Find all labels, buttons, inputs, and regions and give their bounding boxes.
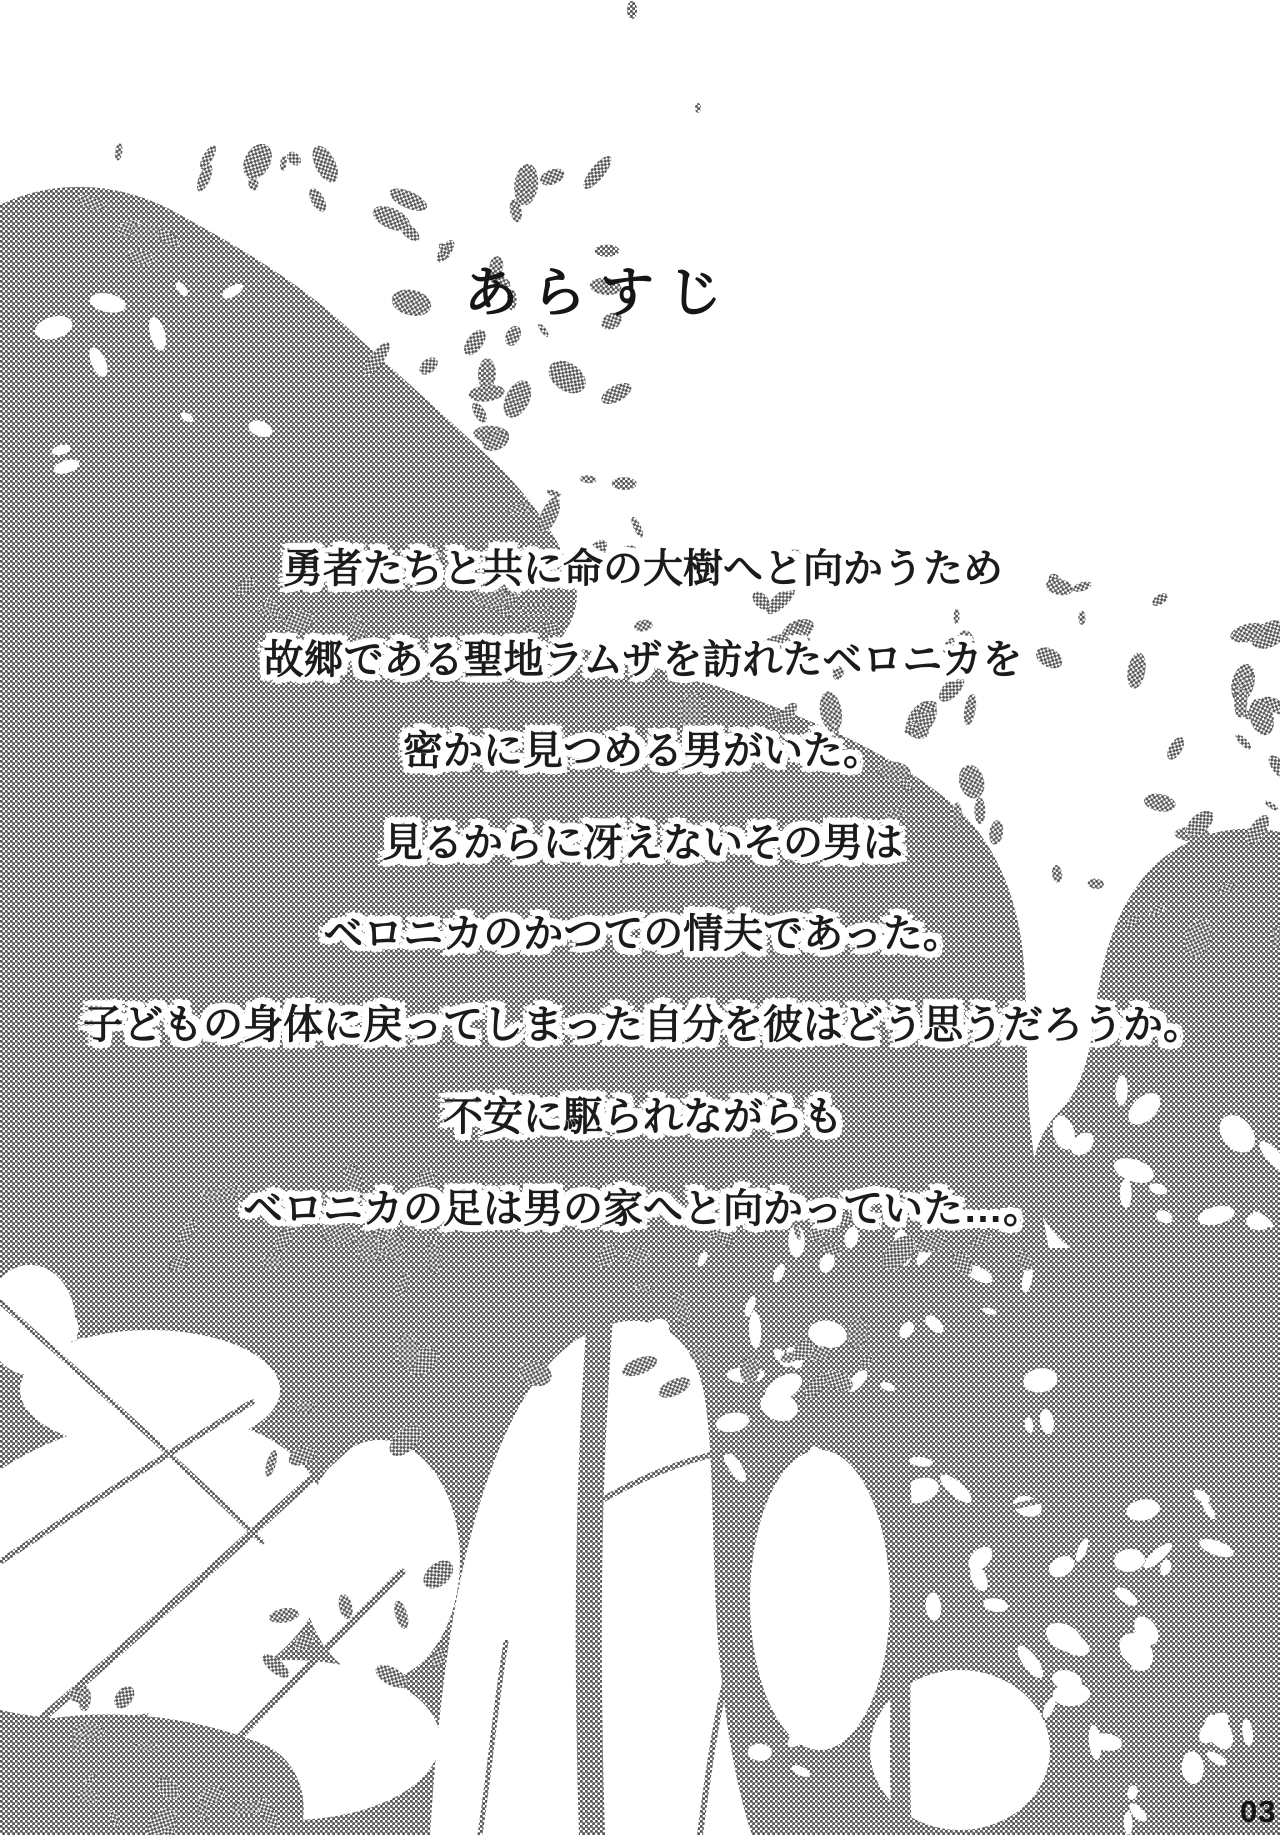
- synopsis-line-8: ベロニカの足は男の家へと向かっていた…。: [243, 1187, 1043, 1231]
- synopsis-line-4: 見るからに冴えないその男は: [383, 821, 903, 865]
- synopsis-line-2: 故郷である聖地ラムザを訪れたベロニカを: [263, 638, 1023, 682]
- synopsis-line-3: 密かに見つめる男がいた。: [403, 729, 883, 773]
- synopsis-line-5: ベロニカのかつての情夫であった。: [323, 912, 963, 956]
- page-title: あらすじ: [464, 263, 736, 323]
- synopsis-line-1: 勇者たちと共に命の大樹へと向かうため: [283, 547, 1003, 591]
- synopsis-line-6: 子どもの身体に戻ってしまった自分を彼はどう思うだろうか。: [83, 1003, 1203, 1047]
- synopsis-line-7: 不安に駆られながらも: [443, 1095, 843, 1139]
- page-number: 03: [1240, 1794, 1277, 1829]
